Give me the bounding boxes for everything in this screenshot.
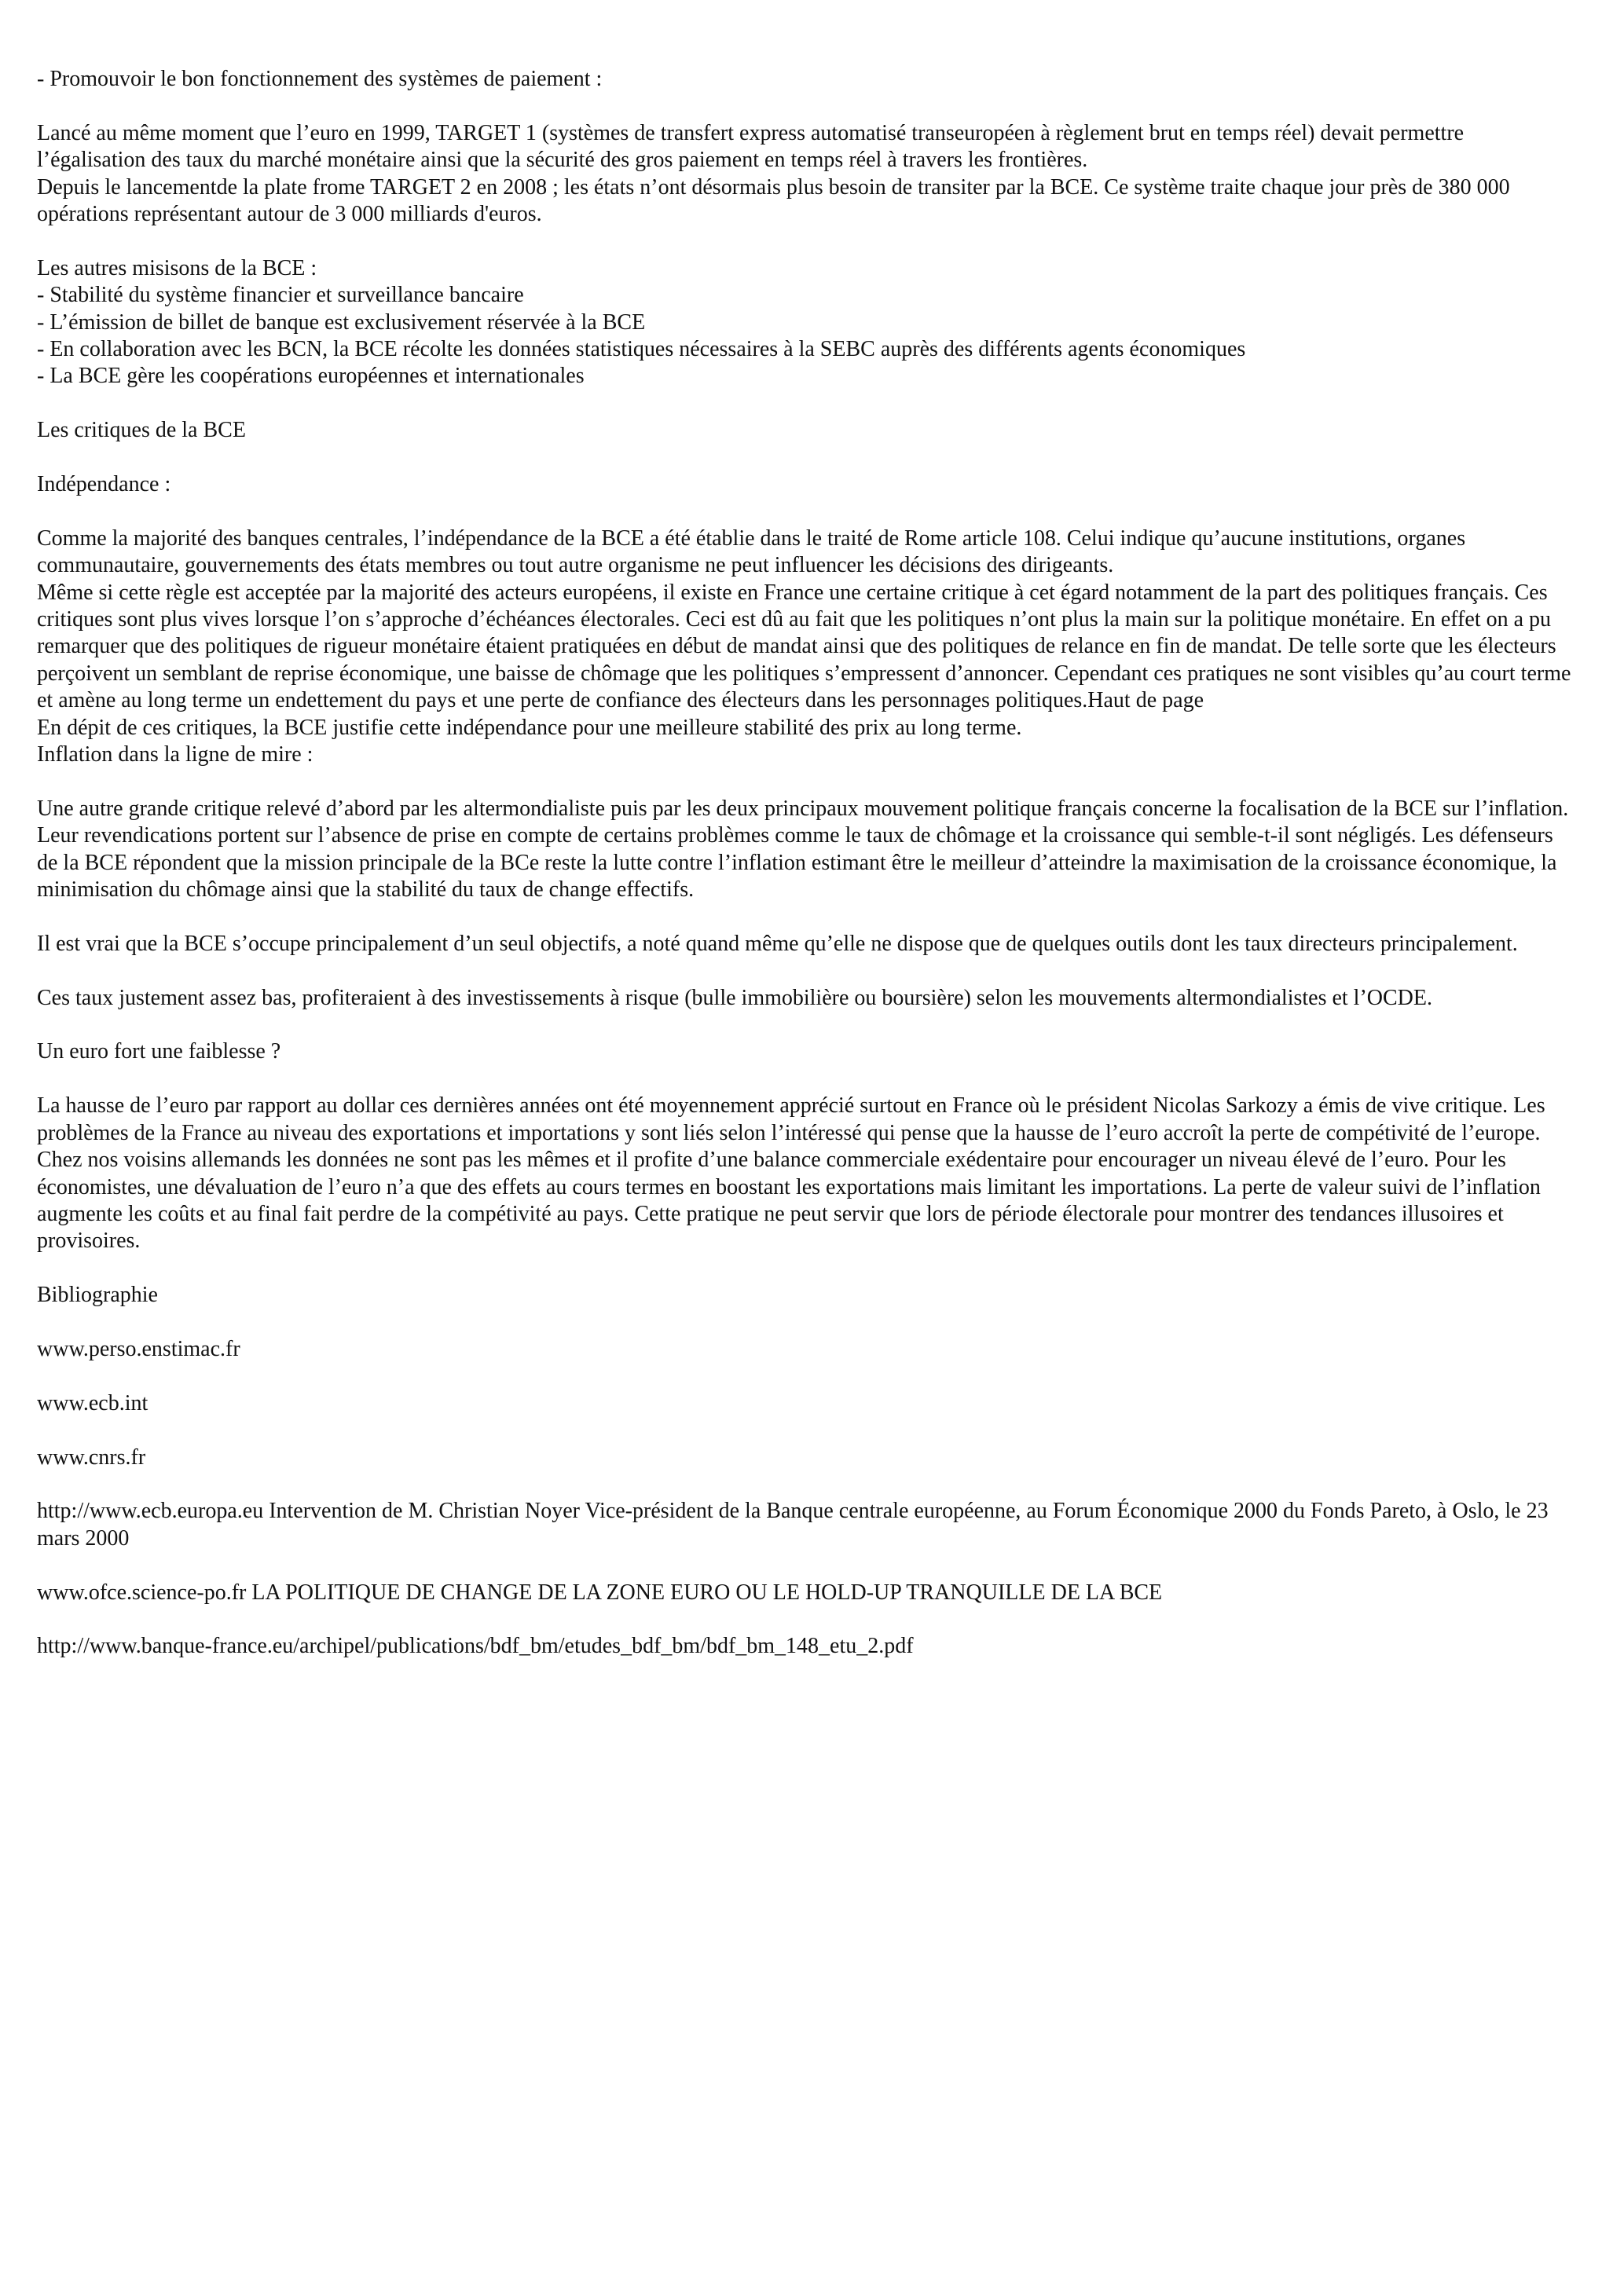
section-heading-paiement: - Promouvoir le bon fonctionnement des systèmes de paiement : — [37, 67, 603, 91]
subheading-independance: Indépendance : — [37, 472, 171, 497]
list-item: - Stabilité du système financier et surveillance bancaire — [37, 283, 524, 308]
subheading-inflation: Inflation dans la ligne de mire : — [37, 742, 313, 767]
document-page — [37, 66, 1577, 1687]
list-item: - La BCE gère les coopérations européennes et internationales — [37, 364, 585, 389]
bibliography-entry: http://www.ecb.europa.eu Intervention de M. Christian Noyer Vice-président de la Banque centrale européenne, au Forum Économique 2000 du Fonds Pareto, à Oslo, le 23 mars 2000 — [37, 1499, 1549, 1551]
bibliography-entry: www.cnrs.fr — [37, 1445, 146, 1470]
paragraph-independance-3: En dépit de ces critiques, la BCE justifie cette indépendance pour une meilleure stabilité des prix au long terme. — [37, 715, 1022, 740]
section-title-critiques: Les critiques de la BCE — [37, 418, 246, 443]
bibliography-entry: www.perso.enstimac.fr — [37, 1336, 240, 1361]
paragraph-independance — [37, 525, 1577, 769]
paragraph-inflation-3: Ces taux justement assez bas, profiteraient à des investissements à risque (bulle immobilière ou boursière) selon les mouvements altermondialistes et l’OCDE. — [37, 985, 1433, 1010]
bibliography-entry: www.ecb.int — [37, 1390, 148, 1415]
list-item: - L’émission de billet de banque est exclusivement réservée à la BCE — [37, 309, 646, 335]
paragraph-target2: Depuis le lancementde la plate frome TARGET 2 en 2008 ; les états n’ont désormais plus besoin de transiter par la BCE. Ce système traite chaque jour près de 380 000 opérations représentant autour de 3 000 milliards d'euros. — [37, 174, 1510, 227]
paragraph-independance-2: Même si cette règle est acceptée par la majorité des acteurs européens, il existe en France une certaine critique à cet égard notamment de la part des politiques français. Ces critiques sont plus vives lorsque l’on s’approche d’échéances électorales. Ceci est dû au fait que les politiques n’ont plus la main sur la politique monétaire. En effet on a pu remarquer que des politiques de rigueur monétaire étaient pratiquées en début de mandat ainsi que des politiques de relance en fin de mandat. De telle sorte que les électeurs perçoivent un semblant de reprise économique, une baisse de chômage que les politiques s’empressent d’annoncer. Cependant ces pratiques ne sont visibles qu’au court terme et amène au long terme un endettement du pays et une perte de confiance des électeurs dans les personnages politiques.Haut de page — [37, 580, 1571, 713]
paragraph-independance-1: Comme la majorité des banques centrales, l’indépendance de la BCE a été établie dans le traité de Rome article 108. Celui indique qu’aucune institutions, organes communautaire, gouvernements des états membres ou tout autre organisme ne peut influencer les décisions des dirigeants. — [37, 525, 1466, 578]
bibliography-entry: http://www.banque-france.eu/archipel/publications/bdf_bm/etudes_bdf_bm/bdf_bm_148_etu_2.pdf — [37, 1634, 914, 1659]
paragraph-target1: Lancé au même moment que l’euro en 1999, TARGET 1 (systèmes de transfert express automatisé transeuropéen à règlement brut en temps réel) devait permettre l’égalisation des taux du marché monétaire ainsi que la sécurité des gros paiement en temps réel à travers les frontières. — [37, 120, 1465, 173]
bibliography-title: Bibliographie — [37, 1283, 158, 1308]
bibliography-entry: www.ofce.science-po.fr LA POLITIQUE DE CHANGE DE LA ZONE EURO OU LE HOLD-UP TRANQUILLE DE LA BCE — [37, 1580, 1163, 1605]
list-autres-missions — [37, 255, 1577, 390]
list-item: - En collaboration avec les BCN, la BCE récolte les données statistiques nécessaires à la SEBC auprès des différents agents économiques — [37, 337, 1246, 362]
paragraph-inflation-1: Une autre grande critique relevé d’abord par les altermondialiste puis par les deux principaux mouvement politique français concerne la focalisation de la BCE sur l’inflation. Leur revendications portent sur l’absence de prise en compte de certains problèmes comme le taux de chômage et la croissance qui semble-t-il sont négligés. Les défenseurs de la BCE répondent que la mission principale de la BCe reste la lutte contre l’inflation estimant être le meilleur d’atteindre la maximisation de la croissance économique, la minimisation du chômage ainsi que la stabilité du taux de change effectifs. — [37, 796, 1569, 903]
subheading-euro-fort: Un euro fort une faiblesse ? — [37, 1039, 281, 1064]
paragraph-inflation-2: Il est vrai que la BCE s’occupe principalement d’un seul objectifs, a noté quand même qu’elle ne dispose que de quelques outils dont les taux directeurs principalement. — [37, 931, 1518, 956]
paragraph-euro-fort: La hausse de l’euro par rapport au dollar ces dernières années ont été moyennement apprécié surtout en France où le président Nicolas Sarkozy a émis de vive critique. Les problèmes de la France au niveau des exportations et importations y sont liés selon l’intéressé qui pense que la hausse de l’euro accroît la perte de compétivité de l’europe. Chez nos voisins allemands les données ne sont pas les mêmes et il profite d’une balance commerciale exédentaire pour encourager un niveau élevé de l’euro. Pour les économistes, une dévaluation de l’euro n’a que des effets au cours termes en boostant les exportations mais limitant les importations. La perte de valeur suivi de l’inflation augmente les coûts et au final fait perdre de la compétivité au pays. Cette pratique ne peut servir que lors de période électorale pour montrer des tendances illusoires et provisoires. — [37, 1093, 1545, 1254]
list-heading: Les autres misisons de la BCE : — [37, 255, 317, 280]
paragraph-target — [37, 120, 1577, 229]
